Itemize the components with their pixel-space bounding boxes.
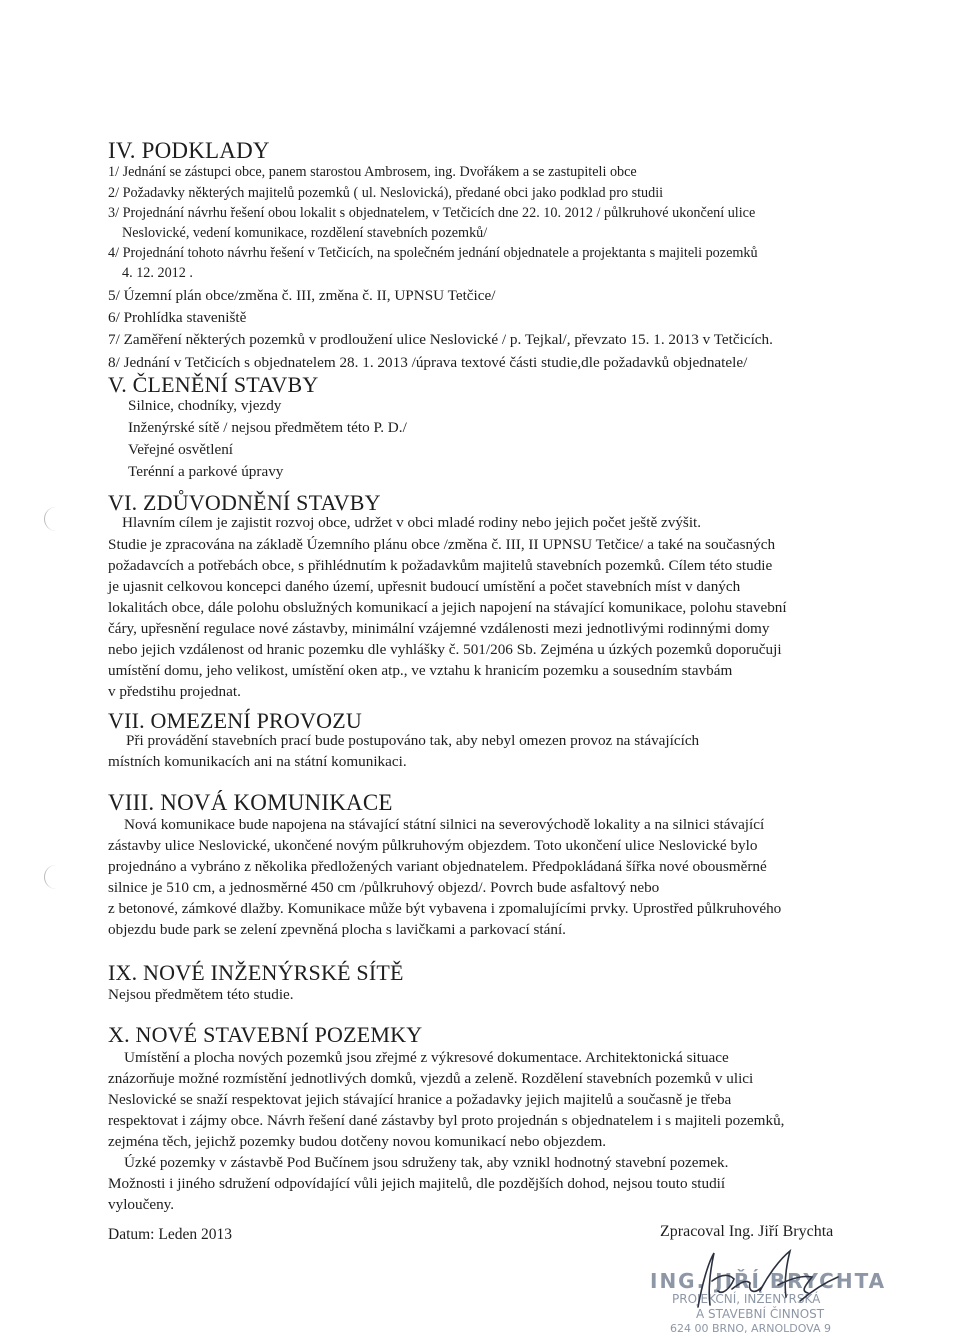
section-heading-zduvodneni: VI. ZDŮVODNĚNÍ STAVBY	[108, 490, 381, 515]
section-heading-komunikace: VIII. NOVÁ KOMUNIKACE	[108, 790, 393, 815]
paragraph-line: Umístění a plocha nových pozemků jsou zřejmé z výkresové dokumentace. Architektonická situace	[124, 1049, 729, 1066]
list-item: 7/ Zaměření některých pozemků v prodloužení ulice Neslovické / p. Tejkal/, převzato 15. 1. 2013 v Tetčicích.	[108, 331, 773, 348]
list-item: 5/ Územní plán obce/změna č. III, změna č. II, UPNSU Tetčice/	[108, 287, 496, 304]
stamp-line: 624 00 BRNO, ARNOLDOVA 9	[670, 1322, 832, 1335]
paragraph-line: zejména těch, jejichž pozemky budou dotčeny novou komunikací nebo objezdem.	[108, 1133, 607, 1150]
list-item: 8/ Jednání v Tetčicích s objednatelem 28. 1. 2013 /úprava textové části studie,dle požadavků objednatele/	[108, 354, 748, 371]
paragraph-line: respektovat i zájmy obce. Návrh řešení dané zástavby byl proto projednán s objednatelem i s majiteli pozemků,	[108, 1112, 785, 1129]
section-heading-podklady: IV. PODKLADY	[108, 138, 270, 163]
list-item: Veřejné osvětlení	[128, 441, 234, 458]
prepared-by: Zpracoval Ing. Jiří Brychta	[660, 1223, 834, 1240]
paragraph-line: zástavby ulice Neslovické, ukončené novým půlkruhovým objezdem. Toto ukončení ulice Neslovické bylo	[108, 837, 758, 854]
section-heading-site: IX. NOVÉ INŽENÝRSKÉ SÍTĚ	[108, 960, 404, 985]
paragraph-line: vyloučeny.	[108, 1196, 175, 1213]
stamp-line: ING. JIŘÍ BRYCHTA	[650, 1269, 887, 1293]
list-item: 2/ Požadavky některých majitelů pozemků ( ul. Neslovická), předané obci jako podklad pro studii	[108, 185, 664, 201]
paragraph-line: znázorňuje možné rozmístění jednotlivých domků, vjezdů a zeleně. Rozdělení stavebních pozemků v ulici	[108, 1070, 754, 1087]
paragraph-line: Možnosti i jiného sdružení odpovídající vůli jejich majitelů, dle pozdějších dohod, nejsou touto studií	[108, 1175, 726, 1192]
list-item: 3/ Projednání návrhu řešení obou lokalit s objednatelem, v Tetčicích dne 22. 10. 2012 / půlkruhové ukončení ulice	[108, 205, 756, 221]
paragraph-line: objezdu bude park se zelení zpevněná plocha s lavičkami a parkovací stání.	[108, 921, 566, 938]
paragraph-line: silnice je 510 cm, a jednosměrné 450 cm /půlkruhový objezd/. Povrch bude asfaltový nebo	[108, 879, 660, 896]
paragraph-line: Neslovické se snaží respektovat jejich stávající hranice a požadavky jejich majitelů a současně je třeba	[108, 1091, 732, 1108]
margin-mark	[44, 507, 57, 531]
paragraph-line: požadavcích a potřebách obce, s přihlédnutím k požadavkům majitelů stavebních pozemků. Cílem této studie	[108, 557, 773, 574]
list-item: Silnice, chodníky, vjezdy	[128, 397, 282, 414]
paragraph-line: Při provádění stavebních prací bude postupováno tak, aby nebyl omezen provoz na stávajících	[126, 732, 700, 749]
document-date: Datum: Leden 2013	[108, 1226, 232, 1243]
paragraph-line: Úzké pozemky v zástavbě Pod Bučínem jsou sdruženy tak, aby vznikl hodnotný stavební pozemek.	[124, 1154, 729, 1171]
paragraph-line: umístění domu, jeho velikost, umístění oken atp., ve vztahu k hranicím pozemku a sousedním stavbám	[108, 662, 733, 679]
signature	[650, 1245, 870, 1337]
stamp-line: PROJEKČNÍ, INŽENÝRSKÁ	[672, 1292, 821, 1306]
margin-mark	[44, 865, 57, 889]
paragraph-line: Nová komunikace bude napojena na stávající státní silnici na severovýchodě lokality a na silnici stávající	[124, 816, 765, 833]
list-item: Terénní a parkové úpravy	[128, 463, 284, 480]
company-stamp	[650, 1245, 887, 1337]
section-heading-pozemky: X. NOVÉ STAVEBNÍ POZEMKY	[108, 1022, 423, 1047]
paragraph-line: projednáno a vybráno z několika předložených variant objednatelem. Předpokládaná šířka nové obousměrné	[108, 858, 767, 875]
list-item-continuation: 4. 12. 2012 .	[122, 265, 193, 281]
paragraph-line: v předstihu projednat.	[108, 683, 241, 700]
paragraph-line: nebo jejich vzdálenost od hranic pozemku dle vyhlášky č. 501/206 Sb. Zejména u úzkých pozemků doporučuji	[108, 641, 782, 658]
section-heading-cleneni: V. ČLENĚNÍ STAVBY	[108, 372, 319, 397]
paragraph-line: Nejsou předmětem této studie.	[108, 986, 294, 1003]
paragraph-line: Hlavním cílem je zajistit rozvoj obce, udržet v obci mladé rodiny nebo jejich počet ještě zvýšit.	[122, 514, 702, 531]
list-item: 4/ Projednání tohoto návrhu řešení v Tetčicích, na společném jednání objednatele a projektanta s majiteli pozemků	[108, 245, 758, 261]
list-item: Inženýrské sítě / nejsou předmětem této P. D./	[128, 419, 407, 436]
paragraph-line: Studie je zpracována na základě Územního plánu obce /změna č. III, II UPNSU Tetčice/ a také na současných	[108, 536, 776, 553]
paragraph-line: je ujasnit celkovou koncepci daného území, upřesnit budoucí umístění a počet stavebních míst v daných	[108, 578, 741, 595]
paragraph-line: lokalitách obce, dále polohu obslužných komunikací a jejich napojení na stávající komunikace, polohu stavební	[108, 599, 787, 616]
paragraph-line: čáry, upřesnění regulace nové zástavby, minimální vzájemné vzdálenosti mezi jednotlivými rodinnými domy	[108, 620, 770, 637]
section-heading-omezeni: VII. OMEZENÍ PROVOZU	[108, 708, 362, 733]
paragraph-line: místních komunikacích ani na státní komunikaci.	[108, 753, 407, 770]
list-item: 6/ Prohlídka staveniště	[108, 309, 247, 326]
paragraph-line: z betonové, zámkové dlažby. Komunikace může být vybavena i zpomalujícími prvky. Uprostřed půlkruhového	[108, 900, 782, 917]
list-item: 1/ Jednání se zástupci obce, panem starostou Ambrosem, ing. Dvořákem a se zastupiteli obce	[108, 164, 637, 180]
list-item-continuation: Neslovické, vedení komunikace, rozdělení stavebních pozemků/	[122, 225, 488, 241]
stamp-line: A STAVEBNÍ ČINNOST	[696, 1307, 825, 1321]
